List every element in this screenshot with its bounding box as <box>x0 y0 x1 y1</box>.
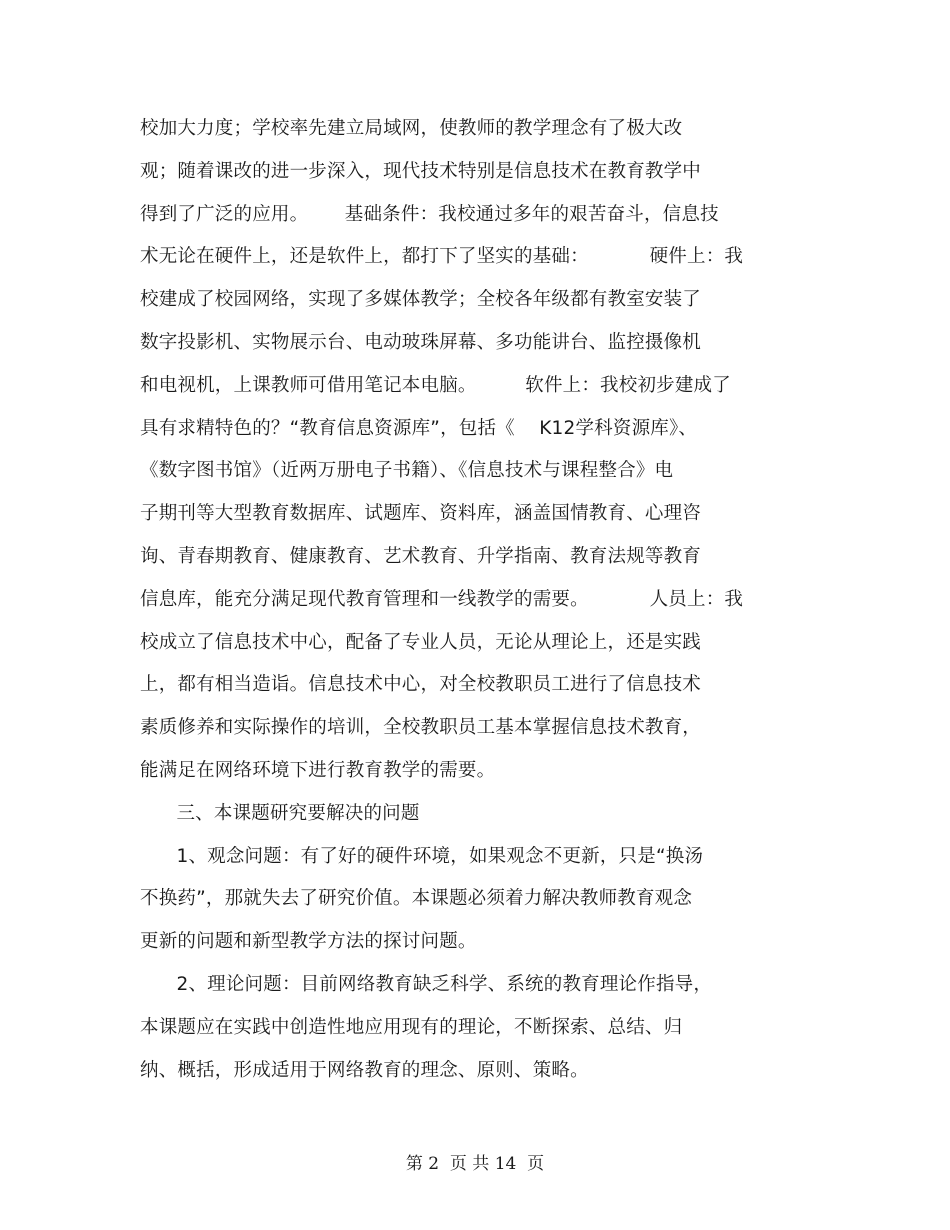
text-line: 纳、概括，形成适用于网络教育的理念、原则、策略。 <box>140 1059 589 1081</box>
text-line: 数字投影机、实物展示台、电动玻珠屏幕、多功能讲台、监控摄像机 <box>140 331 702 353</box>
text-line: 1、观念问题：有了好的硬件环境，如果观念不更新，只是“换汤 <box>140 845 704 867</box>
text-line: 《数字图书馆》（近两万册电子书籍）、《信息技术与课程整合》电 <box>140 460 674 482</box>
section-heading: 三、本课题研究要解决的问题 <box>140 802 420 824</box>
text-line: 询、青春期教育、健康教育、艺术教育、升学指南、教育法规等教育 <box>140 545 702 567</box>
text-line: 观；随着课改的进一步深入，现代技术特别是信息技术在教育教学中 <box>140 160 702 182</box>
text-line: 信息库，能充分满足现代教育管理和一线教学的需要。 人员上：我 <box>140 588 744 610</box>
text-line: 子期刊等大型教育数据库、试题库、资料库，涵盖国情教育、心理咨 <box>140 503 702 525</box>
text-line: 校成立了信息技术中心，配备了专业人员，无论从理论上，还是实践 <box>140 631 702 653</box>
text-line: 术无论在硬件上，还是软件上，都打下了坚实的基础： 硬件上：我 <box>140 246 744 268</box>
text-line: 素质修养和实际操作的培训，全校教职员工基本掌握信息技术教育， <box>140 717 702 739</box>
text-line: 能满足在网络环境下进行教育教学的需要。 <box>140 759 496 781</box>
text-line: 校建成了校园网络，实现了多媒体教学；全校各年级都有教室安装了 <box>140 289 702 311</box>
text-line: 不换药”，那就失去了研究价值。本课题必须着力解决教师教育观念 <box>140 888 693 910</box>
page-number-footer: 第 2 页 共 14 页 <box>405 1154 545 1174</box>
text-line: 更新的问题和新型教学方法的探讨问题。 <box>140 931 477 953</box>
text-line: 校加大力度；学校率先建立局域网，使教师的教学理念有了极大改 <box>140 118 683 139</box>
text-line: 具有求精特色的？“教育信息资源库”，包括《 K12学科资源库》、 <box>140 417 698 439</box>
text-line: 得到了广泛的应用。 基础条件：我校通过多年的艰苦奋斗，信息技 <box>140 203 719 225</box>
text-line: 上，都有相当造诣。信息技术中心，对全校教职员工进行了信息技术 <box>140 674 702 696</box>
text-line: 本课题应在实践中创造性地应用现有的理论，不断探索、总结、归 <box>140 1016 683 1038</box>
text-line: 和电视机，上课教师可借用笔记本电脑。 软件上：我校初步建成了 <box>140 374 731 396</box>
text-line: 2、理论问题：目前网络教育缺乏科学、系统的教育理论作指导， <box>140 973 713 995</box>
body-text <box>140 108 800 1092</box>
